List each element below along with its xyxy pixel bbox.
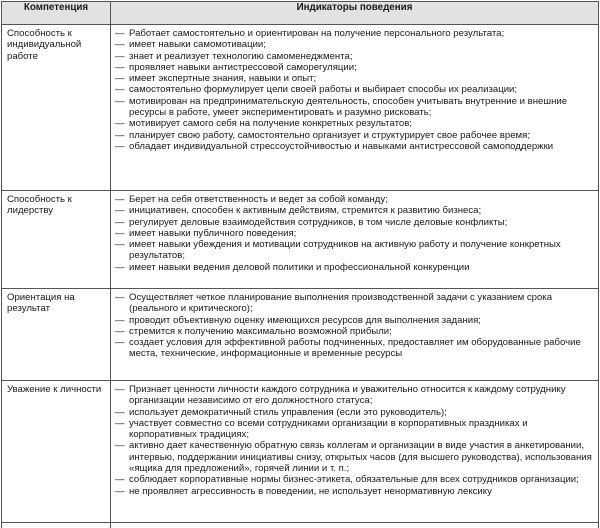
- indicator-item: — самостоятельно формулирует цели своей работы и выбирает способы их реализации;: [115, 84, 594, 95]
- indicator-item: — обладает индивидуальной стрессоустойчивостью и навыками антистрессовой самоподдержки: [115, 141, 594, 152]
- indicator-item: — создает условия для эффективной работы подчиненных, предоставляет им оборудованные рабочие места, технические, информационные и временные ресурсы: [115, 337, 594, 360]
- indicators-cell: [111, 289, 599, 381]
- indicator-item: — инициативен, способен к активным действиям, стремится к развитию бизнеса;: [115, 205, 594, 216]
- indicator-item: — имеет навыки самомотивации;: [115, 39, 594, 50]
- empty-cell: [2, 523, 111, 528]
- indicator-item: — мотивирован на предпринимательскую деятельность, способен учитывать внутренние и внешние ресурсы в работе, умеет экспериментировать и разумно рисковать;: [115, 96, 594, 119]
- table-header-row: [2, 2, 599, 25]
- indicator-item: — знает и реализует технологию самоменеджмента;: [115, 51, 594, 62]
- indicator-list: [115, 292, 594, 360]
- competence-cell: Способность к лидерству: [2, 191, 111, 289]
- competency-table: [1, 1, 599, 528]
- indicator-item: — проводит объективную оценку имеющихся ресурсов для выполнения задания;: [115, 315, 594, 326]
- table-row: [2, 289, 599, 381]
- indicator-item: — имеет навыки убеждения и мотивации сотрудников на активную работу и получение конкретных результатов;: [115, 239, 594, 262]
- indicator-item: — соблюдает корпоративные нормы бизнес-этикета, обязательные для всех сотрудников организации;: [115, 474, 594, 485]
- table-row: [2, 381, 599, 523]
- competence-cell: Ориентация на результат: [2, 289, 111, 381]
- indicators-cell: [111, 381, 599, 523]
- indicator-item: — имеет навыки ведения деловой политики и профессиональной конкуренции: [115, 262, 594, 273]
- indicator-item: — проявляет навыки антистрессовой саморегуляции;: [115, 62, 594, 73]
- indicator-item: — мотивирует самого себя на получение конкретных результатов;: [115, 118, 594, 129]
- indicator-item: — использует демократичный стиль управления (если это руководитель);: [115, 407, 594, 418]
- indicators-cell: [111, 25, 599, 191]
- indicator-item: — Признает ценности личности каждого сотрудника и уважительно относится к каждому сотруднику организации независимо от его должностного статуса;: [115, 384, 594, 407]
- indicator-item: — Работает самостоятельно и ориентирован на получение персонального результата;: [115, 28, 594, 39]
- indicator-item: — не проявляет агрессивность в поведении, не использует ненормативную лексику: [115, 486, 594, 497]
- table-row: [2, 25, 599, 191]
- indicators-cell: [111, 191, 599, 289]
- indicator-item: — планирует свою работу, самостоятельно организует и структурирует свое рабочее время;: [115, 130, 594, 141]
- indicator-item: — имеет навыки публичного поведения;: [115, 228, 594, 239]
- column-header-competence: Компетенция: [2, 2, 111, 25]
- indicator-item: — регулирует деловые взаимодействия сотрудников, в том числе деловые конфликты;: [115, 217, 594, 228]
- indicator-item: — участвует совместно со всеми сотрудниками организации в корпоративных праздниках и корпоративных традициях;: [115, 418, 594, 441]
- competence-cell: Способность к индивидуальной работе: [2, 25, 111, 191]
- indicator-list: [115, 384, 594, 497]
- table-row-cut-off: [2, 523, 599, 528]
- indicator-item: — активно дает качественную обратную связь коллегам и организации в виде участия в анкетировании, интервью, поддержании инициативы снизу, открытых часов (для высшего руководства), использования «ящика для предложений», горячей линии и т. п.;: [115, 440, 594, 474]
- table-row: [2, 191, 599, 289]
- indicator-item: — Осуществляет четкое планирование выполнения производственной задачи с указанием срока (реального и критического);: [115, 292, 594, 315]
- indicator-item: — Берет на себя ответственность и ведет за собой команду;: [115, 194, 594, 205]
- indicator-list: [115, 194, 594, 273]
- indicator-list: [115, 28, 594, 152]
- empty-cell: [111, 523, 599, 528]
- indicator-item: — стремится к получению максимально возможной прибыли;: [115, 326, 594, 337]
- indicator-item: — имеет экспертные знания, навыки и опыт;: [115, 73, 594, 84]
- competence-cell: Уважение к личности: [2, 381, 111, 523]
- column-header-indicators: Индикаторы поведения: [111, 2, 599, 25]
